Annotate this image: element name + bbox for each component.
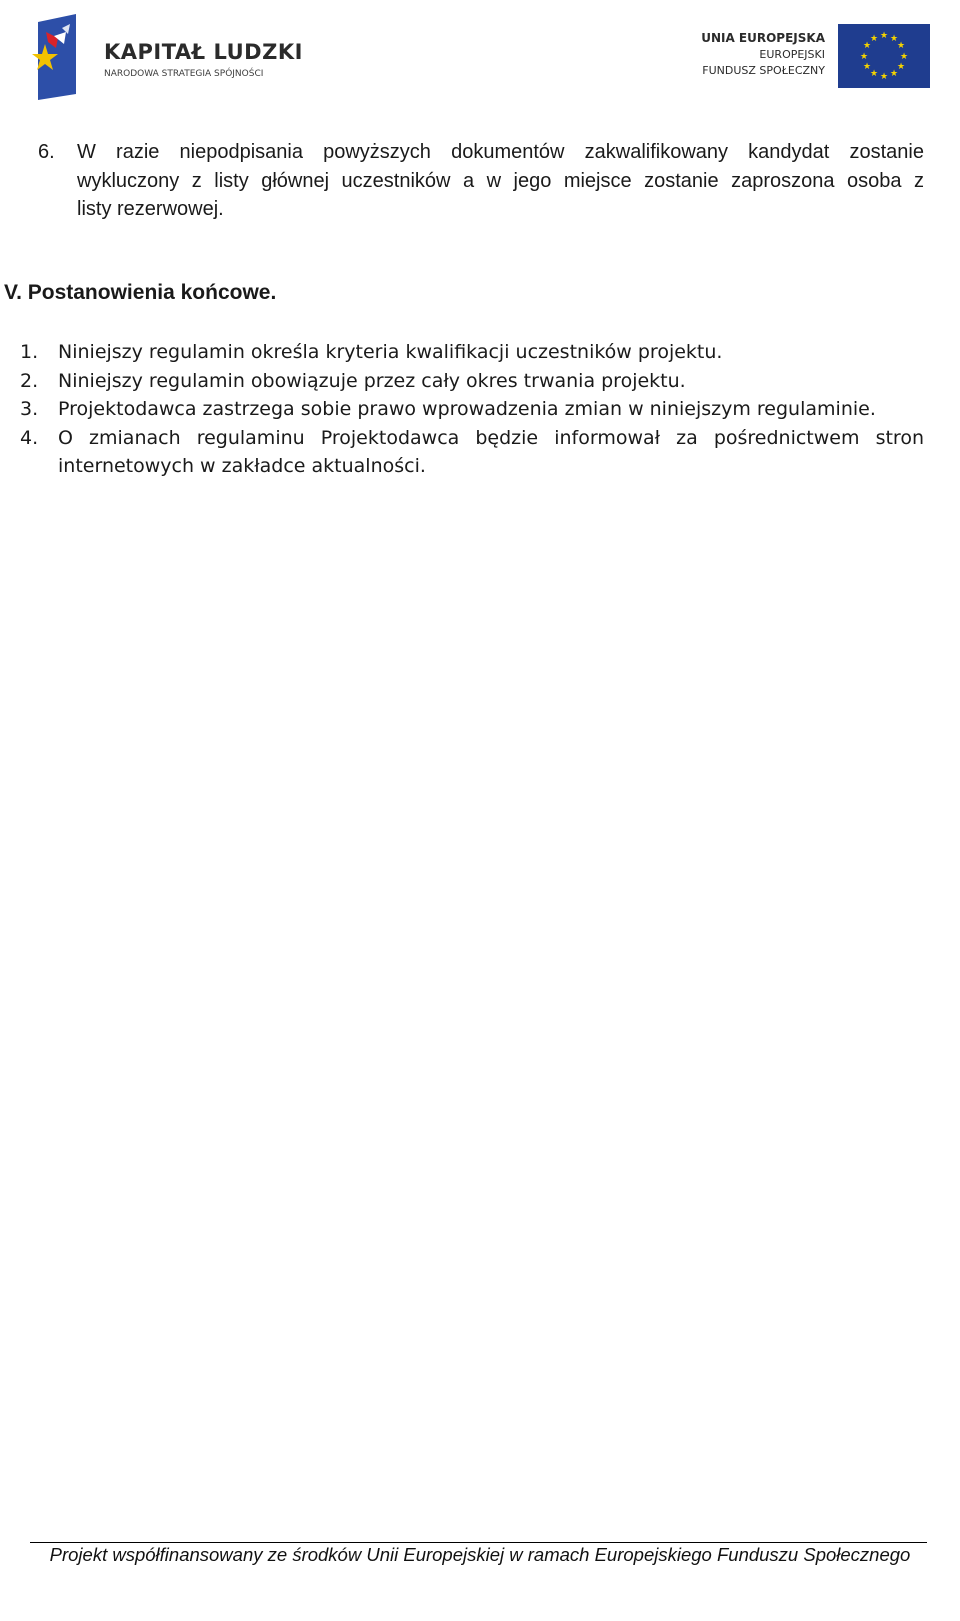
svg-text:★: ★ [899, 52, 909, 62]
svg-text:★: ★ [879, 72, 889, 82]
list-item-number: 6. [38, 141, 55, 163]
list-item-text: Projektodawca zastrzega sobie prawo wprowadzenia zmian w niniejszym regulaminie. [58, 398, 876, 420]
list-item-number: 4. [20, 426, 39, 449]
svg-text:★: ★ [862, 41, 872, 51]
svg-text:★: ★ [889, 34, 899, 44]
list-item-6 [38, 138, 924, 224]
svg-text:★: ★ [896, 41, 906, 51]
list-item-text: Niniejszy regulamin określa kryteria kwalifikacji uczestników projektu. [58, 341, 723, 363]
footer-divider [30, 1542, 927, 1543]
eu-logo-line1: UNIA EUROPEJSKA [701, 31, 825, 45]
list-item [20, 338, 924, 367]
section-heading: V. Postanowienia końcowe. [4, 281, 277, 304]
kapital-ludzki-logo [32, 14, 303, 100]
svg-text:★: ★ [889, 69, 899, 79]
svg-text:★: ★ [862, 62, 872, 72]
text-line: W razie niepodpisania powyższych dokumentów zakwalifikowany kandydat zostanie [77, 141, 924, 163]
text-line: internetowych w zakładce aktualności. [58, 455, 426, 477]
svg-text:★: ★ [869, 69, 879, 79]
list-item-text: Niniejszy regulamin obowiązuje przez cały okres trwania projektu. [58, 369, 686, 392]
footer-text: Projekt współfinansowany ze środków Unii Europejskiej w ramach Europejskiego Funduszu Społecznego [49, 1544, 911, 1565]
kapital-ludzki-title: KAPITAŁ LUDZKI [104, 40, 303, 64]
text-line: O zmianach regulaminu Projektodawca będzie informował za pośrednictwem stron [58, 426, 924, 449]
list-item-number: 3. [20, 398, 39, 420]
eu-logo-line3: FUNDUSZ SPOŁECZNY [702, 64, 825, 77]
kapital-ludzki-emblem-icon [32, 14, 94, 100]
list-item [20, 424, 924, 481]
list-item-number: 2. [20, 369, 39, 392]
list-item-text [58, 424, 924, 481]
list-item [20, 367, 924, 396]
kapital-ludzki-subtitle: NARODOWA STRATEGIA SPÓJNOŚCI [104, 69, 264, 79]
svg-text:★: ★ [869, 34, 879, 44]
final-provisions-list [20, 338, 924, 481]
eu-flag-icon [838, 24, 930, 88]
list-item-number: 1. [20, 341, 39, 363]
svg-text:★: ★ [859, 52, 869, 62]
list-item-text [77, 138, 924, 224]
eu-logo [690, 22, 932, 92]
text-line: listy rezerwowej. [77, 198, 224, 220]
eu-logo-text [690, 30, 825, 79]
list-item [20, 395, 924, 424]
text-line: wykluczony z listy głównej uczestników a w jego miejsce zostanie zaproszona osoba z [77, 169, 924, 192]
eu-logo-line2: EUROPEJSKI [759, 48, 825, 61]
svg-text:★: ★ [879, 31, 889, 41]
svg-text:★: ★ [896, 62, 906, 72]
